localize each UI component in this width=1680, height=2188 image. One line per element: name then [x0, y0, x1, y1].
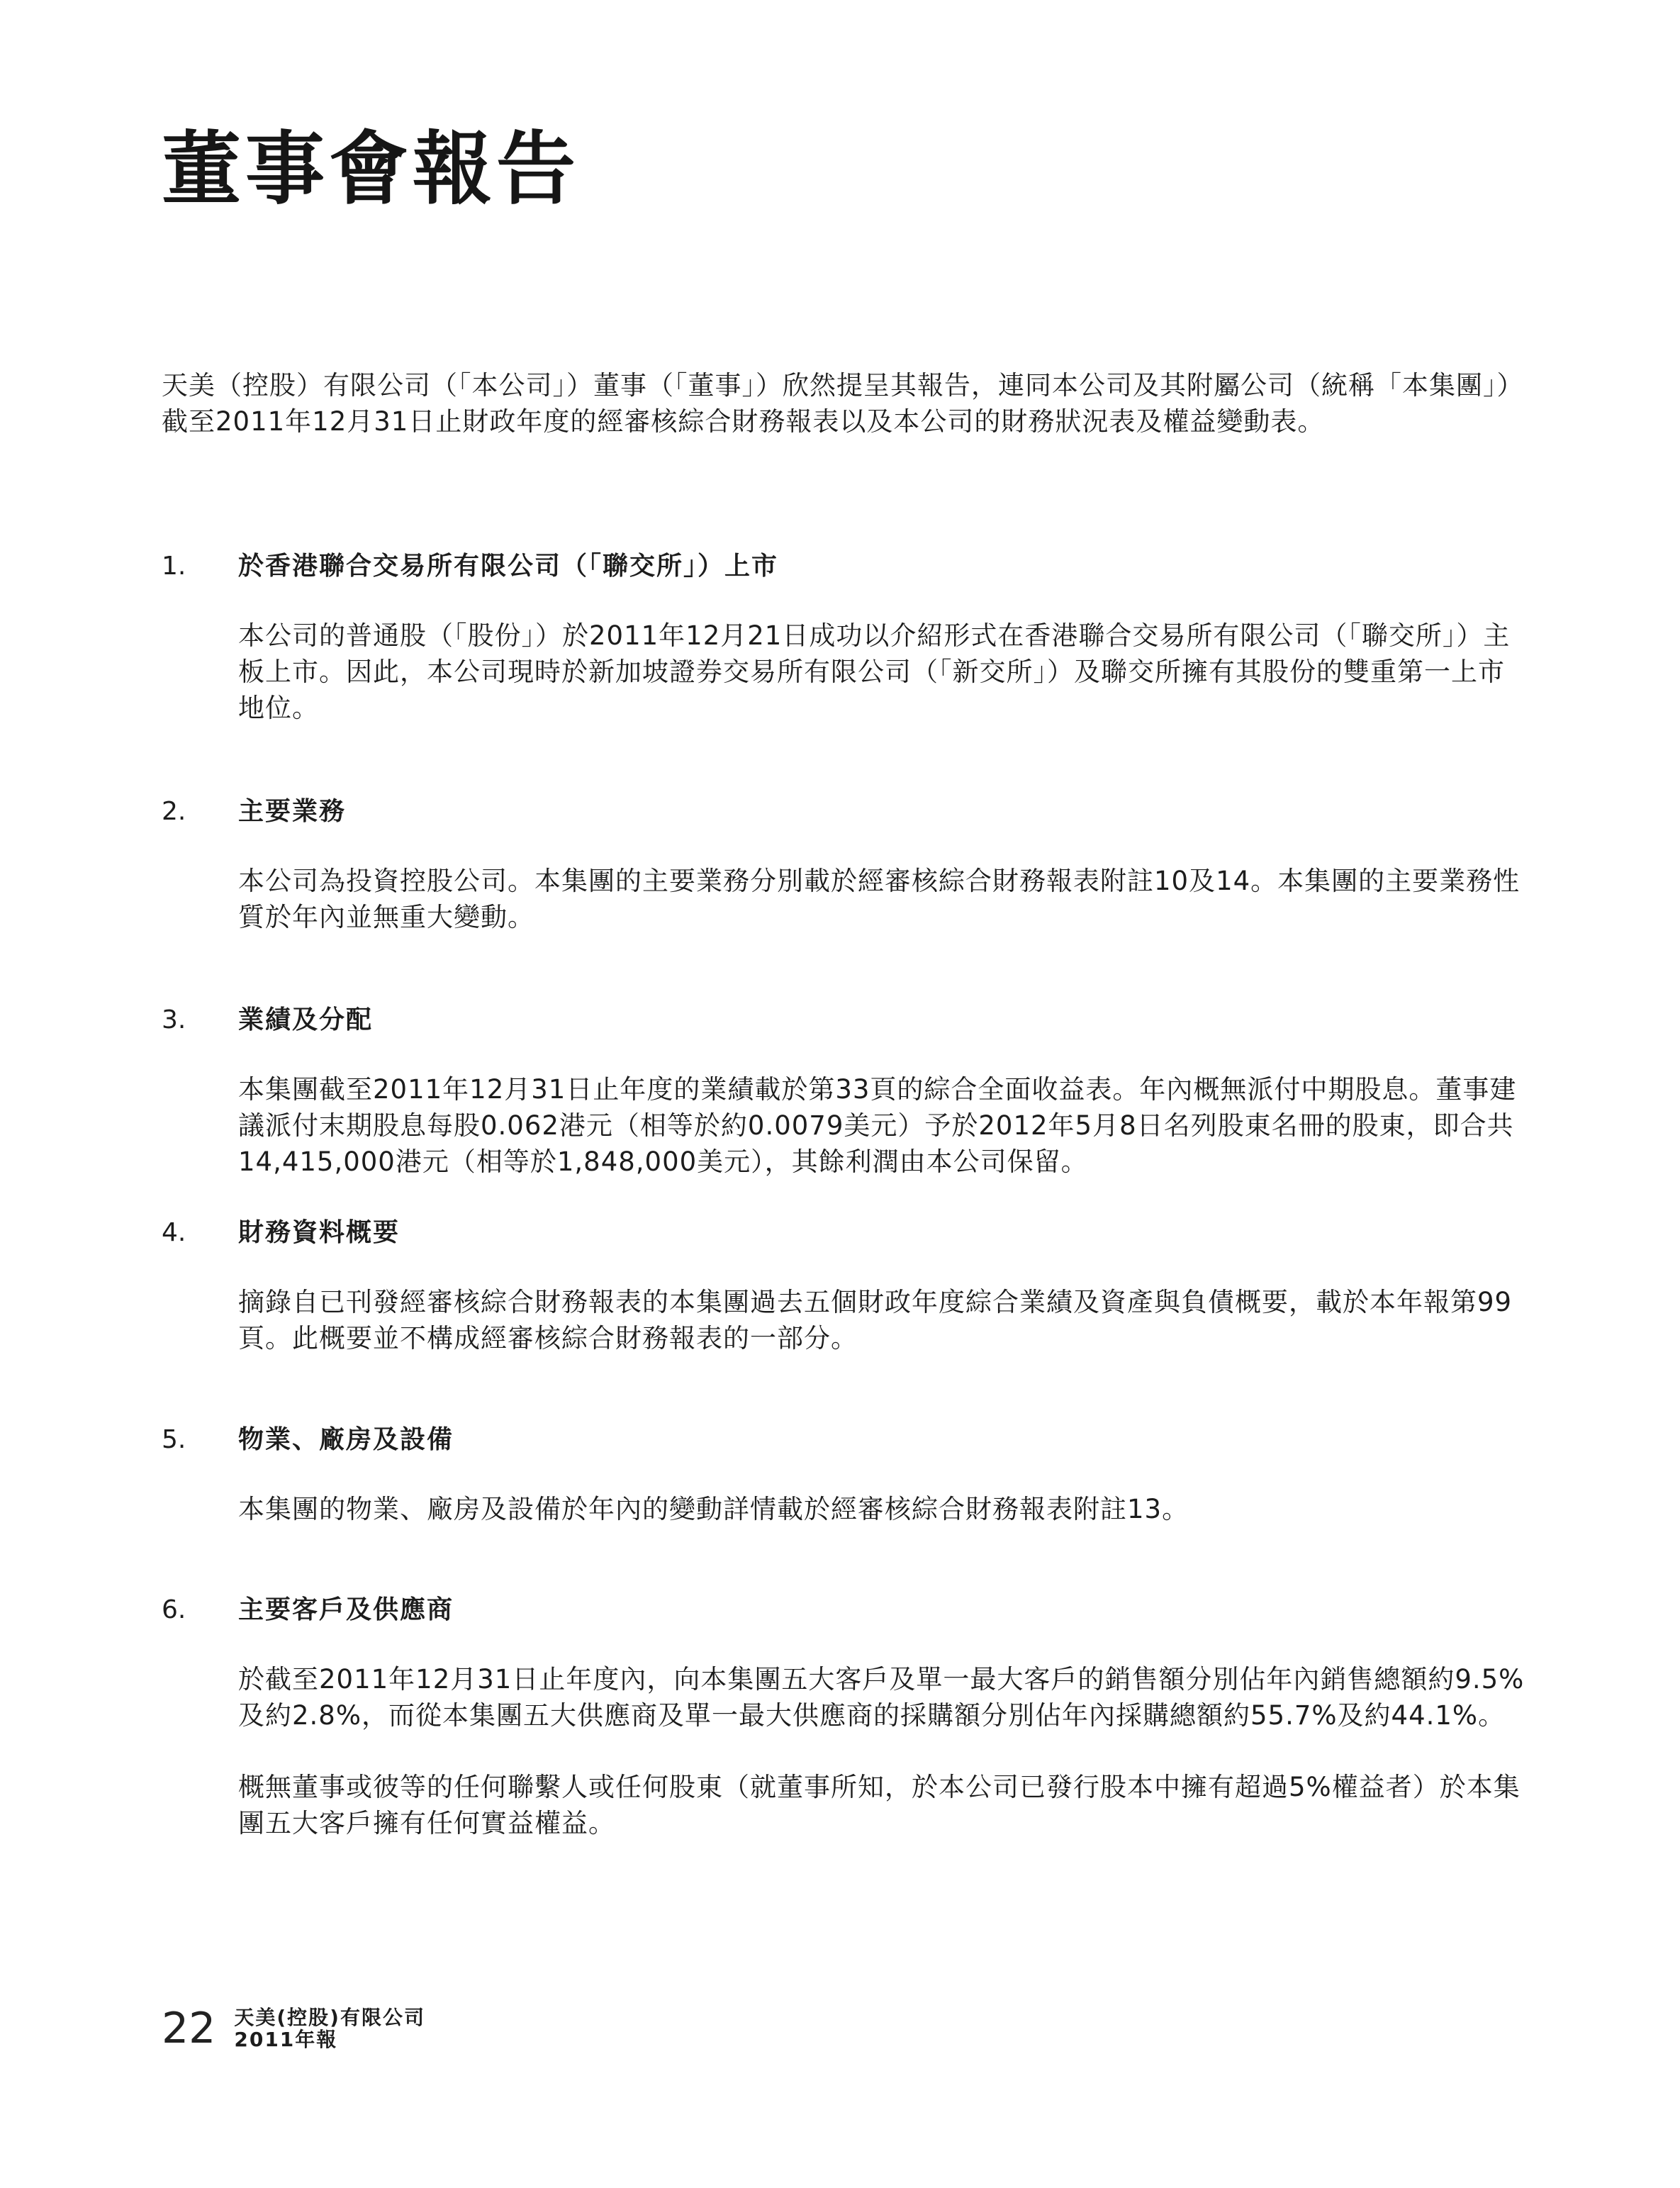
section-title: 財務資料概要: [238, 1218, 401, 1247]
section-results-appropriations: [162, 1004, 1530, 1180]
footer-text: [234, 2006, 425, 2051]
section-number: 4.: [162, 1218, 186, 1247]
section-title: 於香港聯合交易所有限公司（「聯交所」）上市: [238, 552, 779, 581]
section-title: 業績及分配: [238, 1005, 374, 1034]
section-principal-activities: [162, 796, 1530, 935]
section-number: 6.: [162, 1595, 186, 1624]
section-heading: [162, 550, 1530, 584]
section-paragraph: 概無董事或彼等的任何聯繫人或任何股東（就董事所知，於本公司已發行股本中擁有超過5%權益者）於本集團五大客戶擁有任何實益權益。: [238, 1771, 1521, 1838]
section-number: 3.: [162, 1005, 186, 1034]
section-customers-suppliers: [162, 1594, 1530, 1841]
section-title: 主要客戶及供應商: [238, 1595, 454, 1624]
section-heading: [162, 1217, 1530, 1250]
page-footer: [162, 2004, 425, 2054]
intro-paragraph: 天美（控股）有限公司（「本公司」）董事（「董事」）欣然提呈其報告，連同本公司及其附屬公司（統稱「本集團」）截至2011年12月31日止財政年度的經審核綜合財務報表以及本公司的財務狀況表及權益變動表。: [162, 370, 1524, 437]
section-heading: [162, 1424, 1530, 1457]
section-heading: [162, 796, 1530, 829]
page-number: 22: [162, 2004, 216, 2054]
page-title: 董事會報告: [162, 123, 580, 216]
section-heading: [162, 1004, 1530, 1037]
section-paragraph: 本公司的普通股（「股份」）於2011年12月21日成功以介紹形式在香港聯合交易所有限公司（「聯交所」）主板上市。因此，本公司現時於新加坡證券交易所有限公司（「新交所」）及聯交所擁有其股份的雙重第一上市地位。: [238, 620, 1511, 723]
section-title: 物業、廠房及設備: [238, 1425, 454, 1454]
footer-company: 天美(控股)有限公司: [234, 2006, 425, 2029]
section-paragraph: 摘錄自已刊發經審核綜合財務報表的本集團過去五個財政年度綜合業績及資產與負債概要，載於本年報第99頁。此概要並不構成經審核綜合財務報表的一部分。: [238, 1286, 1513, 1353]
section-paragraph: 於截至2011年12月31日止年度內，向本集團五大客戶及單一最大客戶的銷售額分別佔年內銷售總額約9.5%及約2.8%，而從本集團五大供應商及單一最大供應商的採購額分別佔年內採購總額約55.7%及約44.1%。: [238, 1663, 1525, 1731]
section-number: 2.: [162, 797, 186, 826]
section-property-plant-equipment: [162, 1424, 1530, 1527]
footer-report: 2011年報: [234, 2028, 338, 2052]
section-heading: [162, 1594, 1530, 1627]
section-listing: [162, 550, 1530, 726]
section-financial-summary: [162, 1217, 1530, 1356]
section-paragraph: 本集團的物業、廠房及設備於年內的變動詳情載於經審核綜合財務報表附註13。: [238, 1493, 1189, 1524]
section-title: 主要業務: [238, 797, 347, 826]
section-number: 5.: [162, 1425, 186, 1454]
section-number: 1.: [162, 552, 186, 581]
section-paragraph: 本公司為投資控股公司。本集團的主要業務分別載於經審核綜合財務報表附註10及14。本集團的主要業務性質於年內並無重大變動。: [238, 865, 1521, 932]
section-paragraph: 本集團截至2011年12月31日止年度的業績載於第33頁的綜合全面收益表。年內概無派付中期股息。董事建議派付末期股息每股0.062港元（相等於約0.0079美元）予於2012年5月8日名列股東名冊的股東，即合共14,415,000港元（相等於1,848,000美元），其餘利潤由本公司保留。: [238, 1073, 1517, 1177]
